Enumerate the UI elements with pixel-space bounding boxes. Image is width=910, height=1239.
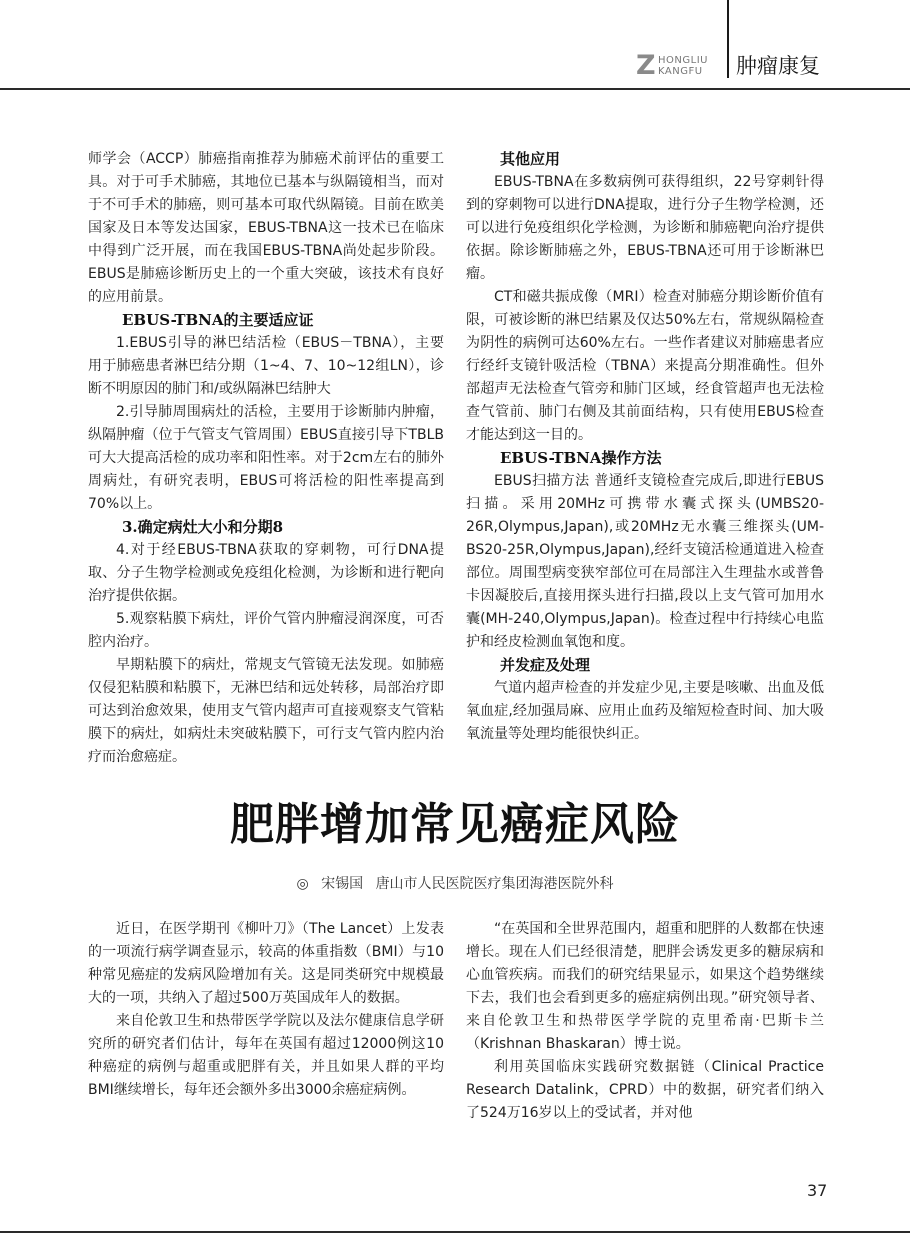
author-affiliation: 唐山市人民医院医疗集团海港医院外科 (375, 876, 614, 892)
header-divider (0, 88, 910, 90)
section-heading: 3.确定病灶大小和分期8 (122, 518, 284, 536)
section-heading: EBUS-TBNA的主要适应证 (122, 311, 314, 329)
paragraph: 师学会（ACCP）肺癌指南推荐为肺癌术前评估的重要工具。对于可手术肺癌，其地位已基本与纵隔镜相当，而对于不可手术的肺癌，则可基本可取代纵隔镜。目前在欧美国家及日本等发达国家，EBUS-TBNA这一技术已在临床中得到广泛开展，而在我国EBUS-TBNA尚处起步阶段。EBUS是肺癌诊断历史上的一个重大突破，该技术有良好的应用前景。 (88, 151, 444, 305)
paragraph: EBUS-TBNA在多数病例可获得组织，22号穿刺针得到的穿刺物可以进行DNA提取，进行分子生物学检测，还可以进行免疫组织化学检测，为诊断和肺癌靶向治疗提供依据。除诊断肺癌之外，EBUS-TBNA还可用于诊断淋巴瘤。 (466, 174, 824, 282)
paragraph: 来自伦敦卫生和热带医学学院以及法尔健康信息学研究所的研究者们估计，每年在英国有超过12000例这10种癌症的病例与超重或肥胖有关，并且如果人群的平均BMI继续增长，每年还会额外多出3000余癌症病例。 (88, 1013, 444, 1098)
paragraph: 2.引导肺周围病灶的活检，主要用于诊断肺内肿瘤，纵隔肿瘤（位于气管支气管周围）EBUS直接引导下TBLB可大大提高活检的成功率和阳性率。对于2cm左右的肺外周病灶，有研究表明，EBUS可将活检的阳性率提高到70%以上。 (88, 404, 444, 512)
article-title: 肥胖增加常见癌症风险 (230, 799, 680, 850)
paragraph: EBUS扫描方法 普通纤支镜检查完成后,即进行EBUS扫描。采用20MHz可携带水囊式探头(UMBS20-26R,Olympus,Japan),或20MHz无水囊三维探头(UM-BS20-25R,Olympus,Japan),经纤支镜活检通道进入检查部位。周围型病变狭窄部位可在局部注入生理盐水或普鲁卡因凝胶后,直接用探头进行扫描,段以上支气管可加用水囊(MH-240,Olympus,Japan)。检查过程中行持续心电监护和经皮检测血氧饱和度。 (466, 473, 824, 650)
footer-rule (0, 1231, 910, 1233)
logo-letter: Z (636, 50, 656, 81)
paragraph: 4.对于经EBUS-TBNA获取的穿刺物，可行DNA提取、分子生物学检测或免疫组化检测，为诊断和进行靶向治疗提供依据。 (88, 542, 444, 604)
article2-column-left (88, 918, 444, 1102)
section-heading: EBUS-TBNA操作方法 (500, 449, 662, 467)
section-title: 肿瘤康复 (736, 54, 820, 78)
article1-column-right (466, 148, 824, 746)
byline (0, 873, 910, 895)
logo-bottom-text: KANGFU (658, 66, 703, 77)
paragraph: 气道内超声检查的并发症少见,主要是咳嗽、出血及低氧血症,经加强局麻、应用止血药及缩短检查时间、加大吸氧流量等处理均能很快纠正。 (466, 680, 824, 742)
page-number: 37 (807, 1181, 828, 1200)
paragraph: CT和磁共振成像（MRI）检查对肺癌分期诊断价值有限，可被诊断的淋巴结累及仅达50%左右，常规纵隔检查为阴性的病例可达60%左右。一些作者建议对肺癌患者应行经纤支镜针吸活检（TBNA）来提高分期准确性。但外部超声无法检查气管旁和肺门区域，经食管超声也无法检查气管前、肺门右侧及其前面结构，只有使用EBUS检查才能达到这一目的。 (466, 289, 824, 443)
paragraph: 近日，在医学期刊《柳叶刀》（The Lancet）上发表的一项流行病学调查显示，较高的体重指数（BMI）与10种常见癌症的发病风险增加有关。这是同类研究中规模最大的一项，共纳入了超过500万英国成年人的数据。 (88, 921, 444, 1006)
journal-logo (636, 50, 726, 82)
logo-top-text: HONGLIU (658, 55, 708, 66)
byline-mark: ◎ (296, 876, 309, 892)
header-vertical-rule (727, 0, 729, 78)
paragraph: “在英国和全世界范围内，超重和肥胖的人数都在快速增长。现在人们已经很清楚，肥胖会诱发更多的糖尿病和心血管疾病。而我们的研究结果显示，如果这个趋势继续下去，我们也会看到更多的癌症病例出现。”研究领导者、来自伦敦卫生和热带医学学院的克里希南·巴斯卡兰（Krishnan Bhaskaran）博士说。 (466, 921, 824, 1052)
paragraph: 早期粘膜下的病灶，常规支气管镜无法发现。如肺癌仅侵犯粘膜和粘膜下，无淋巴结和远处转移，局部治疗即可达到治愈效果，使用支气管内超声可直接观察支气管粘膜下的病灶，如病灶未突破粘膜下，可行支气管内腔内治疗而治愈癌症。 (88, 657, 444, 765)
article1-column-left (88, 148, 444, 769)
paragraph: 利用英国临床实践研究数据链（Clinical Practice Research Datalink，CPRD）中的数据，研究者们纳入了524万16岁以上的受试者，并对他 (466, 1059, 824, 1121)
paragraph: 5.观察粘膜下病灶，评价气管内肿瘤浸润深度，可否腔内治疗。 (88, 611, 444, 650)
author-name: 宋锡国 (321, 876, 364, 892)
section-heading: 其他应用 (500, 150, 561, 168)
paragraph: 1.EBUS引导的淋巴结活检（EBUS－TBNA），主要用于肺癌患者淋巴结分期（1~4、7、10~12组LN），诊断不明原因的肺门和/或纵隔淋巴结肿大 (88, 335, 444, 397)
article2-column-right (466, 918, 824, 1125)
section-heading: 并发症及处理 (500, 656, 591, 674)
